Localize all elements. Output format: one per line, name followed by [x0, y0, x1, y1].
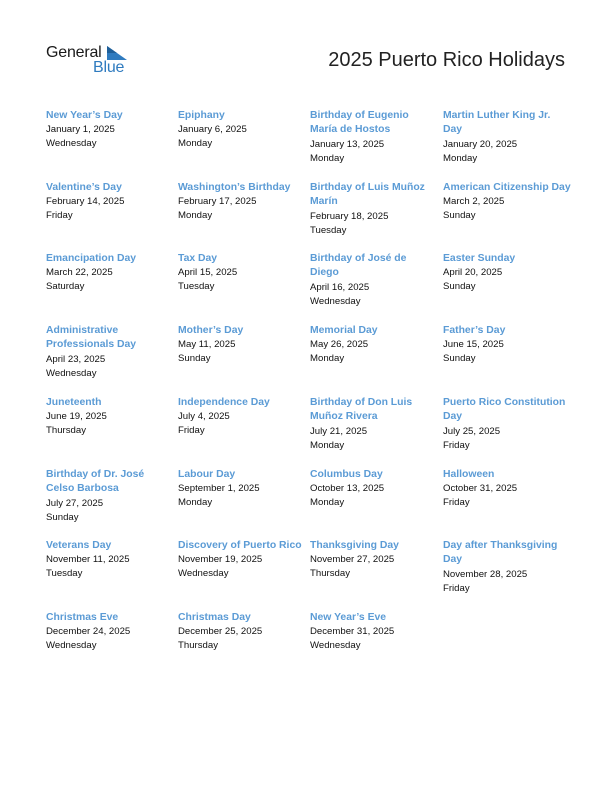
holiday-date: July 27, 2025 [46, 497, 104, 509]
holiday-name: Washington’s Birthday [178, 182, 291, 193]
holiday-date: October 13, 2025 [310, 483, 385, 495]
holiday-date: October 31, 2025 [443, 483, 518, 495]
holiday-entry [46, 539, 174, 581]
holiday-name: Epiphany [178, 110, 225, 121]
holiday-entry [178, 396, 306, 438]
holiday-weekday: Friday [178, 425, 205, 437]
holiday-name: Day after Thanksgiving Day [443, 540, 558, 566]
holiday-date: January 1, 2025 [46, 124, 115, 136]
holiday-entry [178, 324, 306, 366]
holiday-weekday: Wednesday [178, 568, 229, 580]
holiday-entry [443, 109, 571, 166]
holiday-date: June 19, 2025 [46, 411, 107, 423]
holiday-date: July 21, 2025 [310, 425, 368, 437]
holiday-weekday: Thursday [178, 640, 218, 652]
holiday-date: January 13, 2025 [310, 138, 385, 150]
holiday-weekday: Tuesday [310, 224, 347, 236]
holiday-name: Birthday of Don Luis Muñoz Rivera [310, 397, 413, 423]
holiday-date: November 27, 2025 [310, 554, 395, 566]
holiday-entry [443, 324, 571, 366]
holiday-weekday: Saturday [46, 281, 85, 293]
holiday-weekday: Friday [443, 582, 470, 594]
holiday-entry [310, 468, 438, 510]
holiday-entry [443, 181, 571, 223]
logo-mark-icon [107, 46, 127, 60]
holiday-entry [310, 611, 438, 653]
holiday-weekday: Friday [443, 439, 470, 451]
holiday-entry [178, 611, 306, 653]
holiday-weekday: Wednesday [46, 640, 97, 652]
holiday-date: November 11, 2025 [46, 554, 130, 566]
holiday-entry [310, 396, 438, 453]
holiday-name: New Year’s Day [46, 110, 123, 121]
holiday-date: April 16, 2025 [310, 281, 370, 293]
holiday-name: Thanksgiving Day [310, 540, 399, 551]
holiday-entry [46, 109, 174, 151]
holiday-weekday: Tuesday [46, 568, 83, 580]
holiday-entry [178, 252, 306, 294]
holiday-entry [178, 109, 306, 151]
holiday-name: Labour Day [178, 469, 236, 480]
holiday-name: Christmas Eve [46, 612, 119, 623]
holiday-entry [178, 539, 306, 581]
holiday-entry [178, 181, 306, 223]
holiday-weekday: Friday [443, 497, 470, 509]
holiday-entry [46, 252, 174, 294]
holiday-weekday: Thursday [310, 568, 350, 580]
holiday-name: Emancipation Day [46, 253, 137, 264]
holiday-name: Christmas Day [178, 612, 251, 623]
holiday-weekday: Wednesday [310, 640, 361, 652]
holiday-name: Veterans Day [46, 540, 112, 551]
holiday-date: December 24, 2025 [46, 626, 131, 638]
holiday-weekday: Monday [178, 210, 213, 222]
holiday-date: June 15, 2025 [443, 339, 504, 351]
holiday-entry [178, 468, 306, 510]
holiday-entry [46, 396, 174, 438]
holiday-entry [46, 181, 174, 223]
holiday-name: Columbus Day [310, 469, 383, 480]
holiday-weekday: Sunday [46, 511, 79, 523]
holiday-entry [310, 324, 438, 366]
holiday-date: February 18, 2025 [310, 210, 389, 222]
holiday-entry [443, 252, 571, 294]
holiday-name: Juneteenth [46, 397, 102, 408]
holiday-name: American Citizenship Day [443, 182, 571, 193]
holiday-weekday: Wednesday [46, 138, 97, 150]
holiday-date: March 22, 2025 [46, 267, 113, 279]
holiday-name: Tax Day [178, 253, 218, 264]
logo-word-general: General [46, 44, 102, 61]
holiday-weekday: Tuesday [178, 281, 215, 293]
holiday-date: February 17, 2025 [178, 196, 257, 208]
holiday-name: Valentine’s Day [46, 182, 122, 193]
holiday-date: March 2, 2025 [443, 196, 505, 208]
holiday-weekday: Monday [178, 138, 213, 150]
holiday-entry [310, 252, 438, 309]
holiday-date: May 11, 2025 [178, 339, 236, 351]
holiday-weekday: Monday [443, 152, 478, 164]
holiday-date: April 20, 2025 [443, 267, 503, 279]
holiday-date: January 6, 2025 [178, 124, 247, 136]
holiday-entry [310, 181, 438, 238]
holiday-weekday: Monday [310, 439, 345, 451]
holiday-name: Birthday of Eugenio María de Hostos [310, 110, 409, 136]
holiday-name: Birthday of Luis Muñoz Marín [310, 182, 425, 208]
holiday-date: December 31, 2025 [310, 626, 395, 638]
holiday-entry [443, 396, 571, 453]
holiday-name: Easter Sunday [443, 253, 516, 264]
holiday-weekday: Thursday [46, 425, 86, 437]
holiday-weekday: Friday [46, 210, 73, 222]
holiday-name: Puerto Rico Constitution Day [443, 397, 566, 423]
holiday-name: New Year’s Eve [310, 612, 387, 623]
holiday-date: November 19, 2025 [178, 554, 263, 566]
holiday-entry [46, 611, 174, 653]
holiday-weekday: Sunday [443, 353, 476, 365]
holiday-weekday: Monday [310, 497, 345, 509]
holiday-name: Memorial Day [310, 325, 378, 336]
holiday-weekday: Wednesday [310, 295, 361, 307]
holiday-date: July 4, 2025 [178, 411, 230, 423]
holiday-entry [46, 468, 174, 525]
holiday-weekday: Monday [310, 152, 345, 164]
holiday-name: Martin Luther King Jr. Day [443, 110, 551, 136]
holiday-entry [46, 324, 174, 381]
holiday-name: Father’s Day [443, 325, 506, 336]
holiday-weekday: Monday [310, 353, 345, 365]
holiday-name: Administrative Professionals Day [46, 325, 137, 351]
holiday-entry [310, 109, 438, 166]
holiday-entry [443, 468, 571, 510]
holiday-date: January 20, 2025 [443, 138, 518, 150]
holiday-name: Independence Day [178, 397, 270, 408]
holiday-date: April 15, 2025 [178, 267, 238, 279]
holiday-name: Birthday of Dr. José Celso Barbosa [46, 469, 145, 495]
holiday-weekday: Sunday [178, 353, 211, 365]
holiday-entry [443, 539, 571, 596]
holiday-weekday: Monday [178, 497, 213, 509]
holiday-entry [310, 539, 438, 581]
logo-word-blue: Blue [93, 59, 125, 76]
holiday-name: Mother’s Day [178, 325, 244, 336]
page-title: 2025 Puerto Rico Holidays [328, 49, 565, 71]
holiday-weekday: Sunday [443, 210, 476, 222]
holiday-name: Halloween [443, 469, 495, 480]
holiday-weekday: Sunday [443, 281, 476, 293]
holiday-date: July 25, 2025 [443, 425, 501, 437]
holiday-weekday: Wednesday [46, 367, 97, 379]
holiday-date: February 14, 2025 [46, 196, 125, 208]
holiday-date: May 26, 2025 [310, 339, 369, 351]
holiday-date: September 1, 2025 [178, 483, 260, 495]
holiday-name: Birthday of José de Diego [310, 253, 407, 279]
holiday-date: December 25, 2025 [178, 626, 263, 638]
logo [46, 44, 136, 80]
holiday-date: April 23, 2025 [46, 353, 106, 365]
holiday-name: Discovery of Puerto Rico [178, 540, 302, 551]
holiday-date: November 28, 2025 [443, 568, 528, 580]
